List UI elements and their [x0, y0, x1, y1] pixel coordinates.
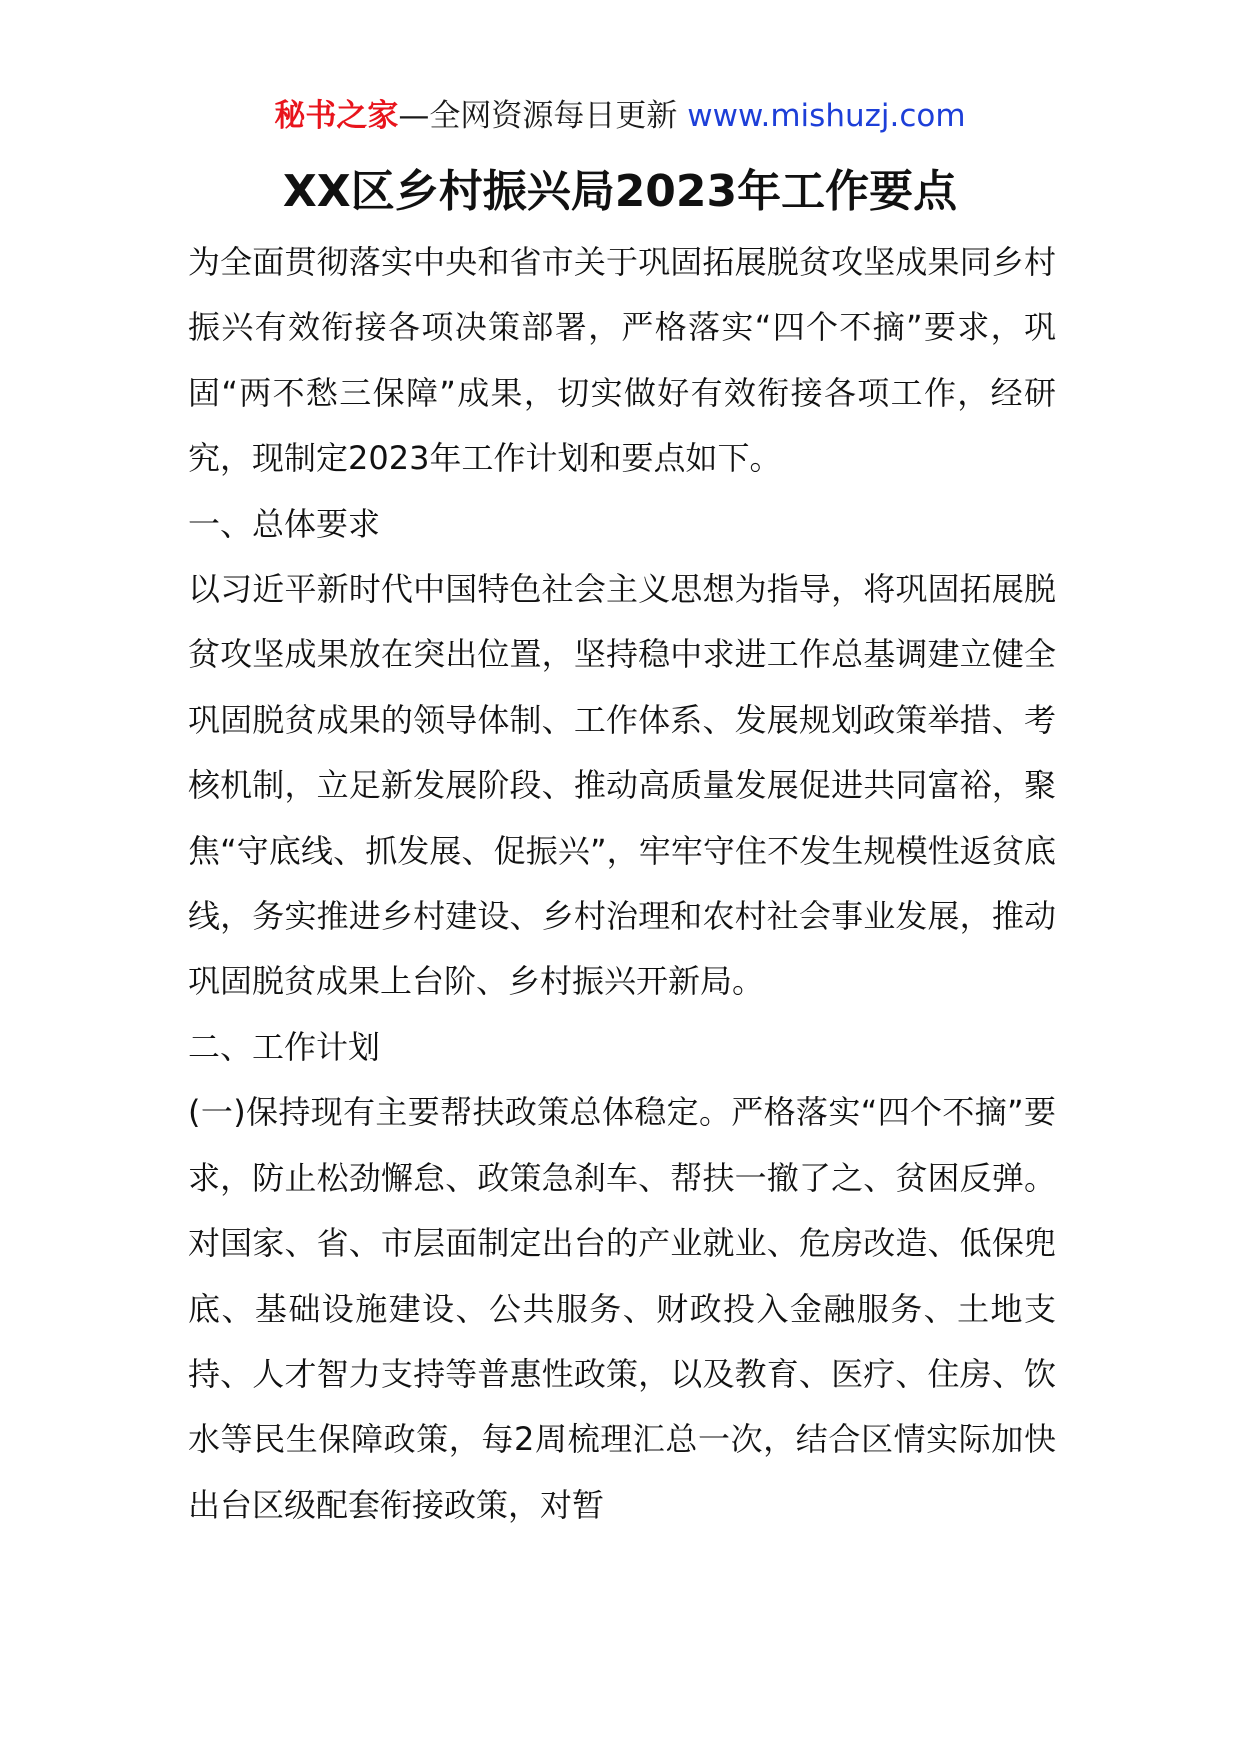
site-url[interactable]: www.mishuzj.com — [687, 98, 966, 134]
section-heading-general-requirements: 一、总体要求 — [188, 504, 381, 543]
site-banner — [0, 96, 1240, 136]
work-plan-item-1-paragraph: (一)保持现有主要帮扶政策总体稳定。严格落实“四个不摘”要求，防止松劲懈怠、政策急刹车、帮扶一撤了之、贫困反弹。对国家、省、市层面制定出台的产业就业、危房改造、低保兜底、基础设施建设、公共服务、财政投入金融服务、土地支持、人才智力支持等普惠性政策，以及教育、医疗、住房、饮水等民生保障政策，每2周梳理汇总一次，结合区情实际加快出台区级配套衔接政策，对暂 — [188, 1093, 1056, 1524]
document-body — [188, 230, 1056, 1538]
section-heading-work-plan: 二、工作计划 — [188, 1027, 381, 1066]
banner-tagline: —全网资源每日更新 — [398, 98, 688, 134]
intro-paragraph: 为全面贯彻落实中央和省市关于巩固拓展脱贫攻坚成果同乡村振兴有效衔接各项决策部署，严格落实“四个不摘”要求，巩固“两不愁三保障”成果，切实做好有效衔接各项工作，经研究，现制定2023年工作计划和要点如下。 — [188, 243, 1056, 478]
brand-name: 秘书之家 — [274, 98, 399, 134]
document-title: XX区乡村振兴局2023年工作要点 — [282, 166, 958, 217]
general-requirements-paragraph: 以习近平新时代中国特色社会主义思想为指导，将巩固拓展脱贫攻坚成果放在突出位置，坚持稳中求进工作总基调建立健全巩固脱贫成果的领导体制、工作体系、发展规划政策举措、考核机制，立足新发展阶段、推动高质量发展促进共同富裕，聚焦“守底线、抓发展、促振兴”，牢牢守住不发生规模性返贫底线，务实推进乡村建设、乡村治理和农村社会事业发展，推动巩固脱贫成果上台阶、乡村振兴开新局。 — [188, 570, 1056, 1001]
